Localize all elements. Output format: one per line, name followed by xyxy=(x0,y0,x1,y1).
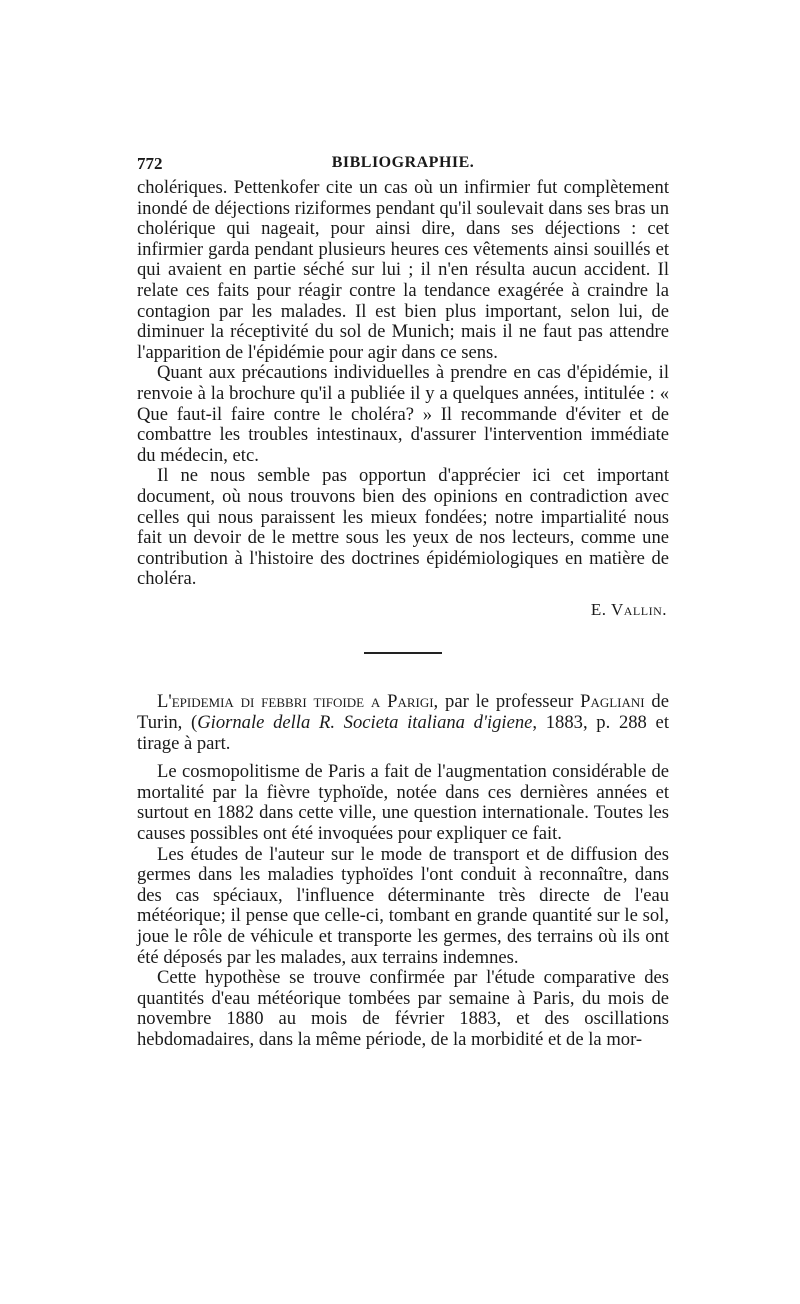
paragraph: Le cosmopolitisme de Paris a fait de l'augmentation considérable de mortalité par la fièvre typhoïde, notée dans ces dernières années et surtout en 1882 dans cette ville, une question internationale. Toutes les causes possibles ont été invoquées pour expliquer ce fait. xyxy=(137,761,669,845)
review-pagliani xyxy=(137,692,669,1050)
paragraph: Il ne nous semble pas opportun d'apprécier ici cet important document, où nous trouvons bien des opinions en contradiction avec celles qui nous paraissent les mieux fondées; notre impartialité nous fait un devoir de le mettre sous les yeux de nos lecteurs, comme une contribution à l'histoire des doctrines épidémiologiques en matière de choléra. xyxy=(137,465,669,590)
paragraph: Cette hypothèse se trouve confirmée par l'étude comparative des quantités d'eau météorique tombées par semaine à Paris, du mois de novembre 1880 au mois de février 1883, et des oscillations hebdomadaires, dans la même période, de la morbidité et de la mor- xyxy=(137,967,669,1050)
bibliographic-reference xyxy=(137,692,669,754)
section-divider xyxy=(364,652,442,654)
page-number: 772 xyxy=(137,154,163,173)
reference-journal: Giornale della R. Societa italiana d'igiene xyxy=(197,712,533,734)
paragraph: Quant aux précautions individuelles à prendre en cas d'épidémie, il renvoie à la brochure qu'il a publiée il y a quelques années, intitulée : « Que faut-il faire contre le choléra? » Il recommande d'éviter et de combattre les troubles intestinaux, d'assurer l'intervention immédiate du médecin, etc. xyxy=(137,362,669,466)
reference-author: Pagliani xyxy=(580,691,645,713)
reference-details: , 1883, p. 288 et tirage à part. xyxy=(137,712,669,754)
paragraph: cholériques. Pettenkofer cite un cas où un infirmier fut complètement inondé de déjections riziformes pendant qu'il soulevait dans ses bras un cholérique qui nageait, pour ainsi dire, dans ses déjections : cet infirmier garda pendant plusieurs heures ces vêtements ainsi souillés et qui avaient en partie séché sur lui ; il n'en résulta aucun accident. Il relate ces faits pour réagir contre la tendance exagérée à craindre la contagion par les malades. Il est bien plus important, selon lui, de diminuer la réceptivité du sol de Munich; mais il ne faut pas attendre l'apparition de l'épidémie pour agir dans ce sens. xyxy=(137,177,669,363)
signature: E. Vallin. xyxy=(590,599,667,619)
running-title: BIBLIOGRAPHIE. xyxy=(331,154,475,171)
reference-by: par le professeur xyxy=(438,691,581,713)
book-page xyxy=(137,150,669,1051)
reference-place: de Turin, ( xyxy=(137,691,669,734)
page-header xyxy=(137,150,669,178)
reference-title: L'epidemia di febbri tifoide a Parigi, xyxy=(157,691,439,713)
review-pettenkofer xyxy=(137,178,669,620)
paragraph: Les études de l'auteur sur le mode de transport et de diffusion des germes dans les maladies typhoïdes l'ont conduit à reconnaître, dans des cas spéciaux, l'influence déterminante très directe de l'eau météorique; il pense que celle-ci, tombant en grande quantité sur le sol, joue le rôle de véhicule et transporte les germes, des terrains où ils ont été déposés par les malades, aux terrains indemnes. xyxy=(137,843,669,968)
